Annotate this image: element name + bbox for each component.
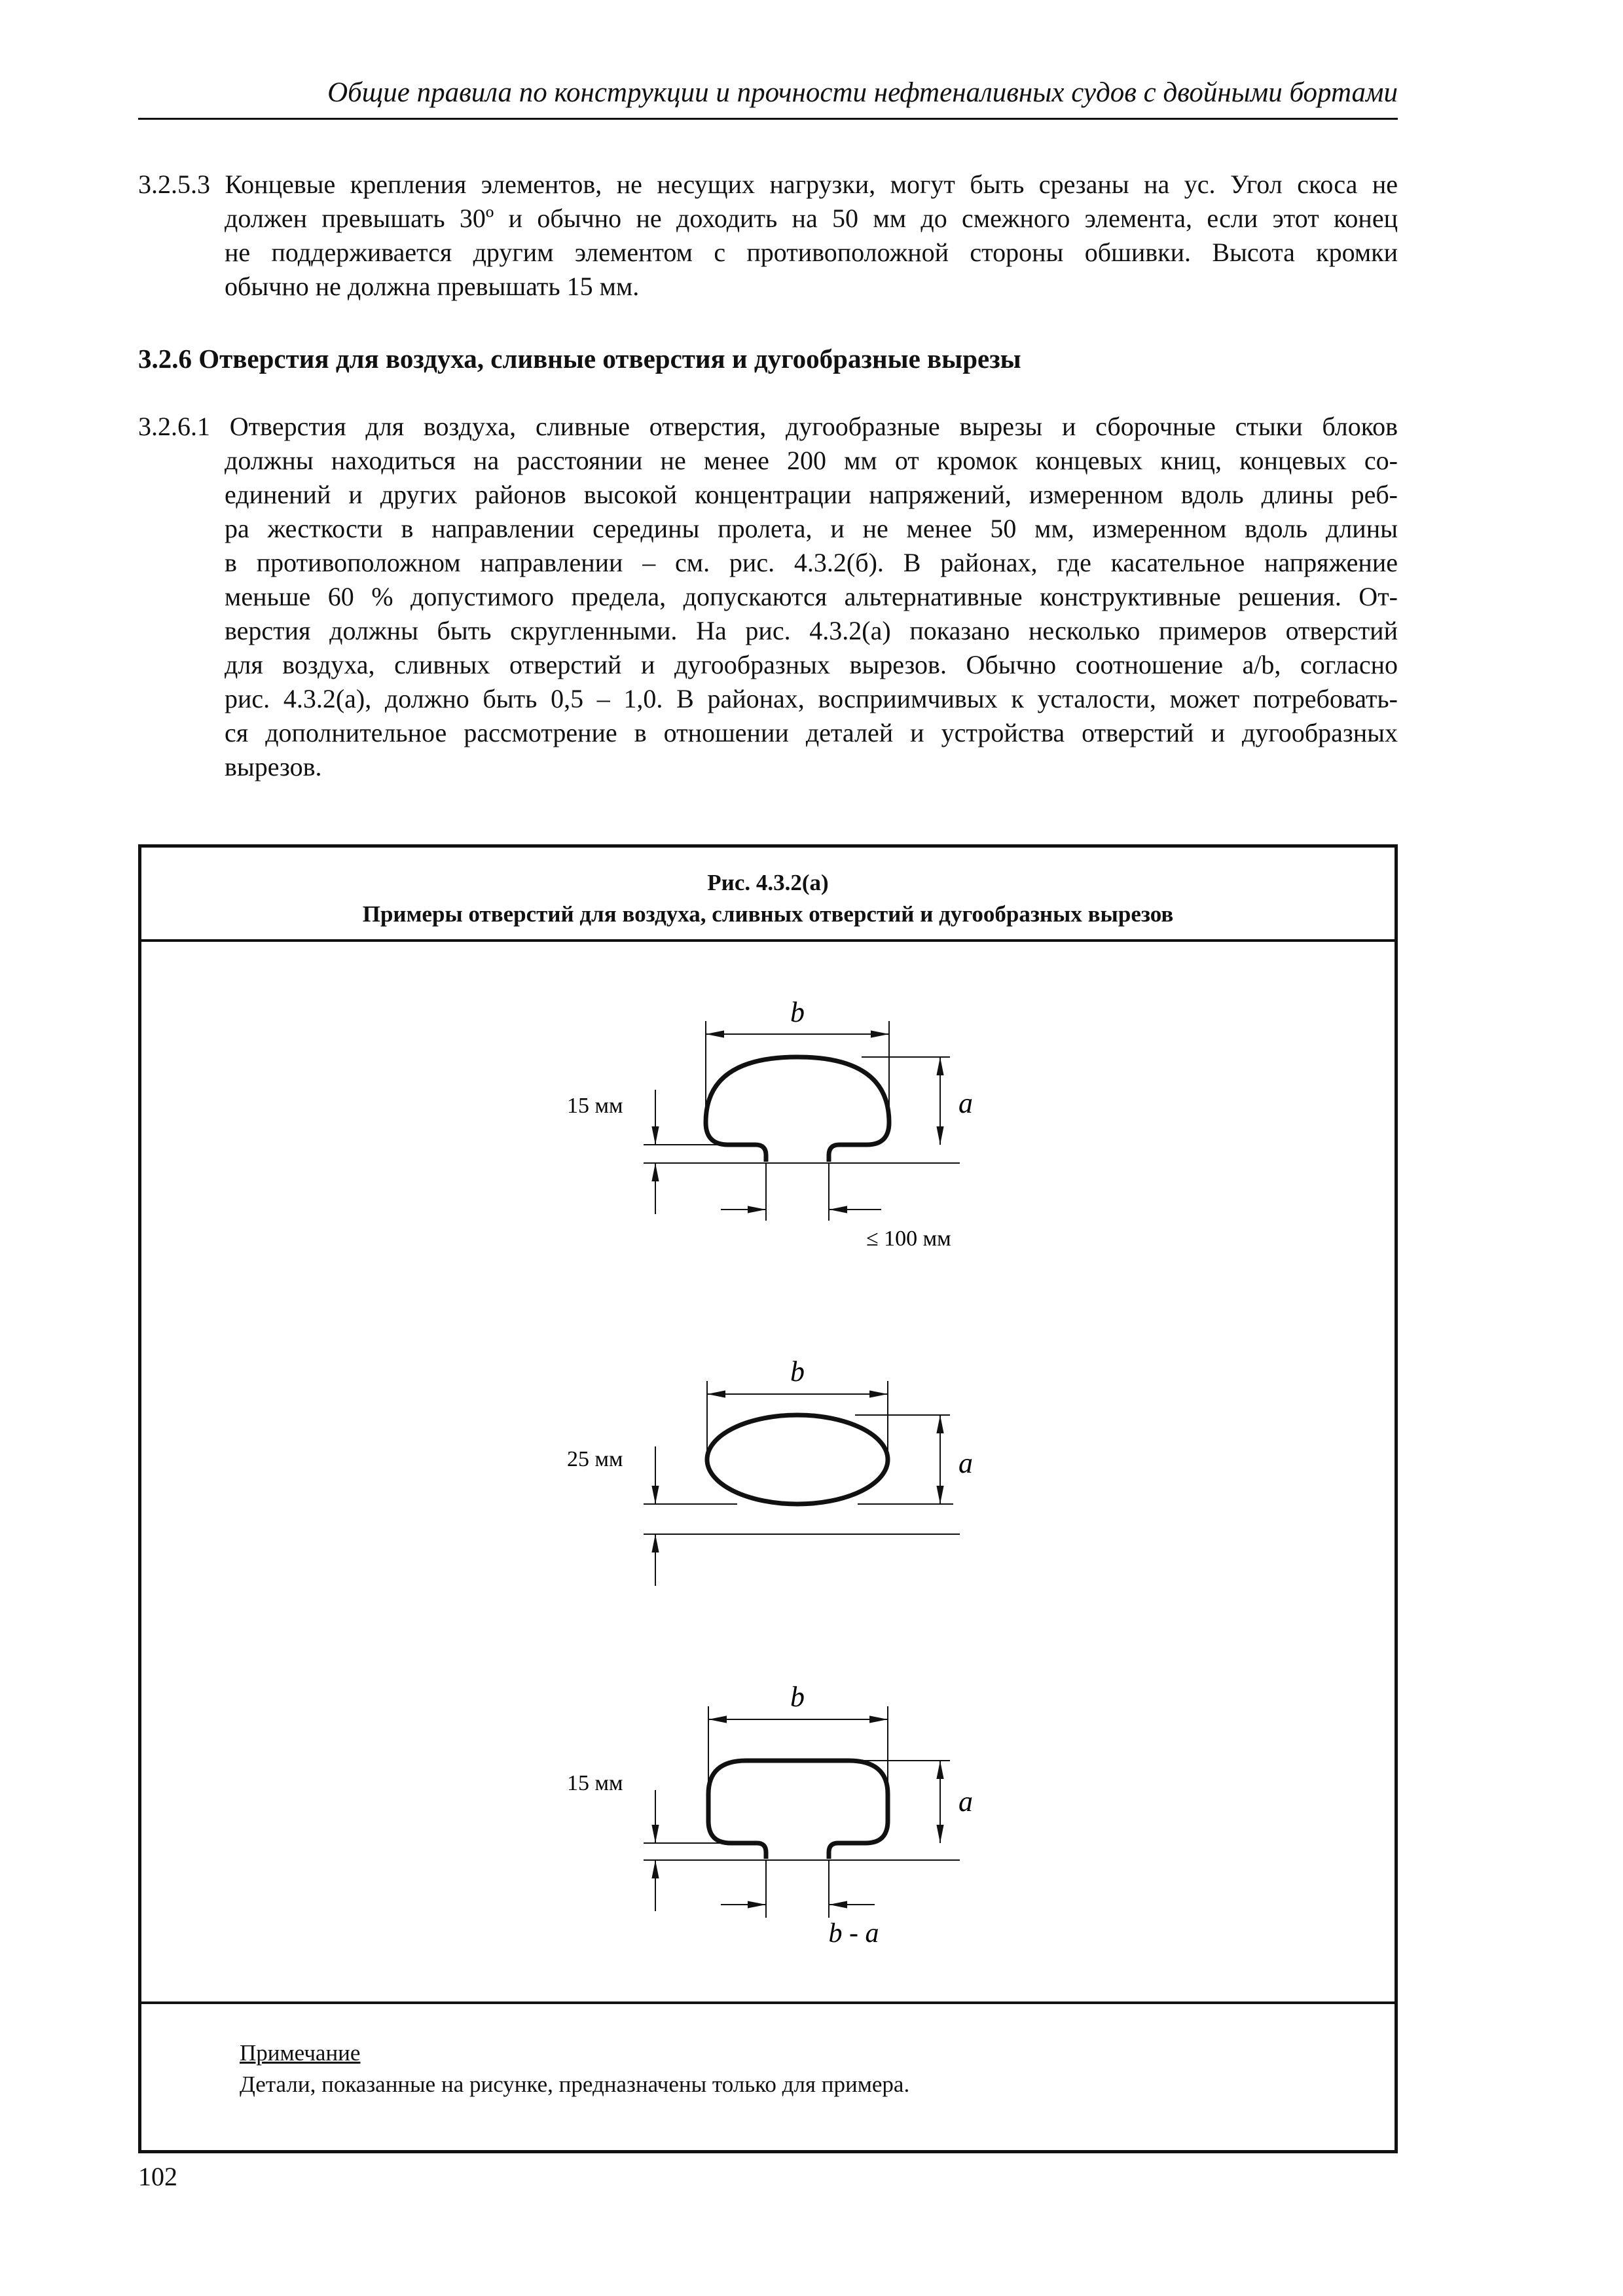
paragraph-line: должны находиться на расстоянии не менее 200 мм от кромок концевых книц, концевых со-: [225, 446, 1398, 475]
section-heading-3-2-6: 3.2.6 Отверстия для воздуха, сливные отверстия и дугообразные вырезы: [138, 344, 1021, 374]
header-rule: [138, 118, 1398, 120]
figure-title: Примеры отверстий для воздуха, сливных отверстий и дугообразных вырезов: [362, 901, 1174, 927]
figure-number: Рис. 4.3.2(а): [707, 870, 829, 895]
paragraph-line: меньше 60 % допустимого предела, допускаются альтернативные конструктивные решения. От-: [225, 582, 1398, 611]
note-text: Детали, показанные на рисунке, предназначены только для примера.: [240, 2072, 910, 2097]
cutout-1-height-label: 15 мм: [567, 1094, 623, 1118]
paragraph-line: не поддерживается другим элементом с противоположной стороны обшивки. Высота кромки: [225, 238, 1398, 267]
cutout-3-gap-label: b - a: [828, 1918, 879, 1948]
cutout-3-b-label: b: [790, 1681, 805, 1713]
cutout-2-b-label: b: [790, 1355, 805, 1388]
paragraph-line: обычно не должна превышать 15 мм.: [225, 272, 640, 301]
paragraph-line: 3.2.5.3 Концевые крепления элементов, не несущих нагрузки, могут быть срезаны на ус. Угол скоса не: [138, 170, 1398, 199]
running-header: Общие правила по конструкции и прочности нефтеналивных судов с двойными бортами: [327, 77, 1398, 108]
cutout-1-a-label: a: [958, 1087, 973, 1119]
paragraph-line: вырезов.: [225, 752, 322, 781]
cutout-1-b-label: b: [790, 996, 805, 1028]
paragraph-line: единений и других районов высокой концентрации напряжений, измеренном вдоль длины реб-: [225, 480, 1398, 509]
cutout-example-3: [567, 1681, 973, 1948]
cutout-3-outline: [708, 1761, 888, 1859]
paragraph-3-2-6-1: [138, 410, 1398, 784]
note-title: Примечание: [240, 2040, 361, 2066]
figure-diagram: [141, 848, 1395, 2000]
paragraph-line: для воздуха, сливных отверстий и дугообразных вырезов. Обычно соотношение a/b, согласно: [225, 650, 1398, 679]
cutout-3-a-label: a: [958, 1785, 973, 1818]
paragraph-line: верстия должны быть скругленными. На рис. 4.3.2(а) показано несколько примеров отверстий: [225, 616, 1398, 645]
paragraph-line: должен превышать 30º и обычно не доходить на 50 мм до смежного элемента, если этот конец: [225, 204, 1398, 233]
paragraph-line: в противоположном направлении – см. рис. 4.3.2(б). В районах, где касательное напряжение: [225, 548, 1398, 577]
paragraph-3-2-5-3: [138, 168, 1398, 304]
cutout-3-height-label: 15 мм: [567, 1771, 623, 1795]
page-number: 102: [138, 2162, 177, 2191]
paragraph-line: рис. 4.3.2(а), должно быть 0,5 – 1,0. В районах, восприимчивых к усталости, может потребовать-: [225, 684, 1398, 713]
cutout-2-height-label: 25 мм: [567, 1447, 623, 1471]
figure-frame: [138, 844, 1398, 2153]
figure-footer-rule: [141, 2001, 1395, 2004]
paragraph-line: ра жесткости в направлении середины пролета, и не менее 50 мм, измеренном вдоль длины: [225, 514, 1398, 543]
paragraph-line: 3.2.6.1 Отверстия для воздуха, сливные отверстия, дугообразные вырезы и сборочные стыки блоков: [138, 412, 1398, 441]
cutout-1-outline: [706, 1057, 889, 1162]
cutout-example-2: [567, 1355, 973, 1586]
cutout-2-a-label: a: [958, 1447, 973, 1479]
cutout-1-gap-label: ≤ 100 мм: [866, 1227, 951, 1251]
cutout-example-1: [567, 996, 973, 1251]
paragraph-line: ся дополнительное рассмотрение в отношении деталей и устройства отверстий и дугообразных: [225, 718, 1398, 747]
figure-note: [240, 2037, 909, 2100]
cutout-2-outline: [707, 1415, 888, 1504]
